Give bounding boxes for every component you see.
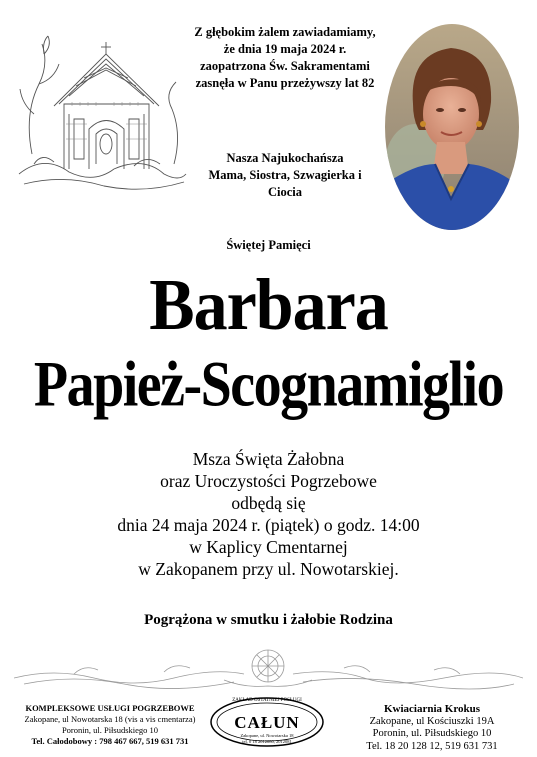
portrait-photo: [385, 24, 519, 230]
mass-details: [0, 448, 537, 580]
announcement-line: że dnia 19 maja 2024 r.: [223, 42, 347, 56]
announcement-line: zasnęła w Panu przeżywszy lat 82: [195, 76, 375, 90]
funeral-home-address: Zakopane, ul Nowotarska 18 (vis a vis cmentarza): [24, 714, 196, 724]
florist-phone: Tel. 18 20 128 12, 519 631 731: [366, 740, 498, 752]
logo-bottom-text: Zakopane, ul. Nowotarska 18: [240, 733, 294, 738]
logo-phones: tel. 0 18 2012080, 2012081: [242, 739, 292, 744]
florist-name: Kwiaciarnia Krokus: [383, 703, 481, 715]
death-announcement: [190, 24, 380, 92]
family-relation: [190, 150, 380, 201]
announcement-line: zaopatrzona Św. Sakramentami: [200, 59, 370, 73]
funeral-home-phone: Tel. Całodobowy : 798 467 667, 519 631 731: [31, 736, 189, 746]
mass-line: w Zakopanem przy ul. Nowotarskiej.: [138, 559, 399, 579]
relation-line: Mama, Siostra, Szwagierka i Ciocia: [208, 168, 362, 199]
mass-line: Msza Święta Żałobna: [192, 449, 345, 469]
in-memory-label: Świętej Pamięci: [226, 238, 311, 252]
mourners-signature: Pogrążona w smutku i żałobie Rodzina: [144, 612, 393, 628]
decorative-ornament: [14, 644, 523, 696]
mass-line: dnia 24 maja 2024 r. (piątek) o godz. 14:00: [117, 515, 420, 535]
calun-logo: [207, 690, 327, 750]
funeral-home-name: KOMPLEKSOWE USŁUGI POGRZEBOWE: [25, 703, 195, 713]
florist-address: Zakopane, ul Kościuszki 19A: [369, 715, 495, 727]
mass-line: oraz Uroczystości Pogrzebowe: [160, 471, 377, 491]
florist-info: [334, 703, 530, 753]
logo-top-text: ZAKŁAD OSTATNIEJ POSŁUGI: [232, 698, 302, 703]
deceased-first-name: Barbara: [149, 262, 388, 346]
funeral-home-info: [10, 703, 210, 747]
announcement-line: Z głębokim żalem zawiadamiamy,: [194, 25, 376, 39]
logo-name: CAŁUN: [234, 713, 300, 732]
deceased-last-name: Papież-Scognamiglio: [33, 349, 504, 421]
chapel-illustration: [14, 24, 190, 192]
florist-address-2: Poronin, ul. Piłsudskiego 10: [372, 728, 492, 739]
funeral-home-address-2: Poronin, ul. Piłsudskiego 10: [61, 725, 159, 735]
mass-line: odbędą się: [231, 493, 306, 513]
relation-line: Nasza Najukochańsza: [226, 151, 344, 165]
mass-line: w Kaplicy Cmentarnej: [189, 537, 348, 557]
